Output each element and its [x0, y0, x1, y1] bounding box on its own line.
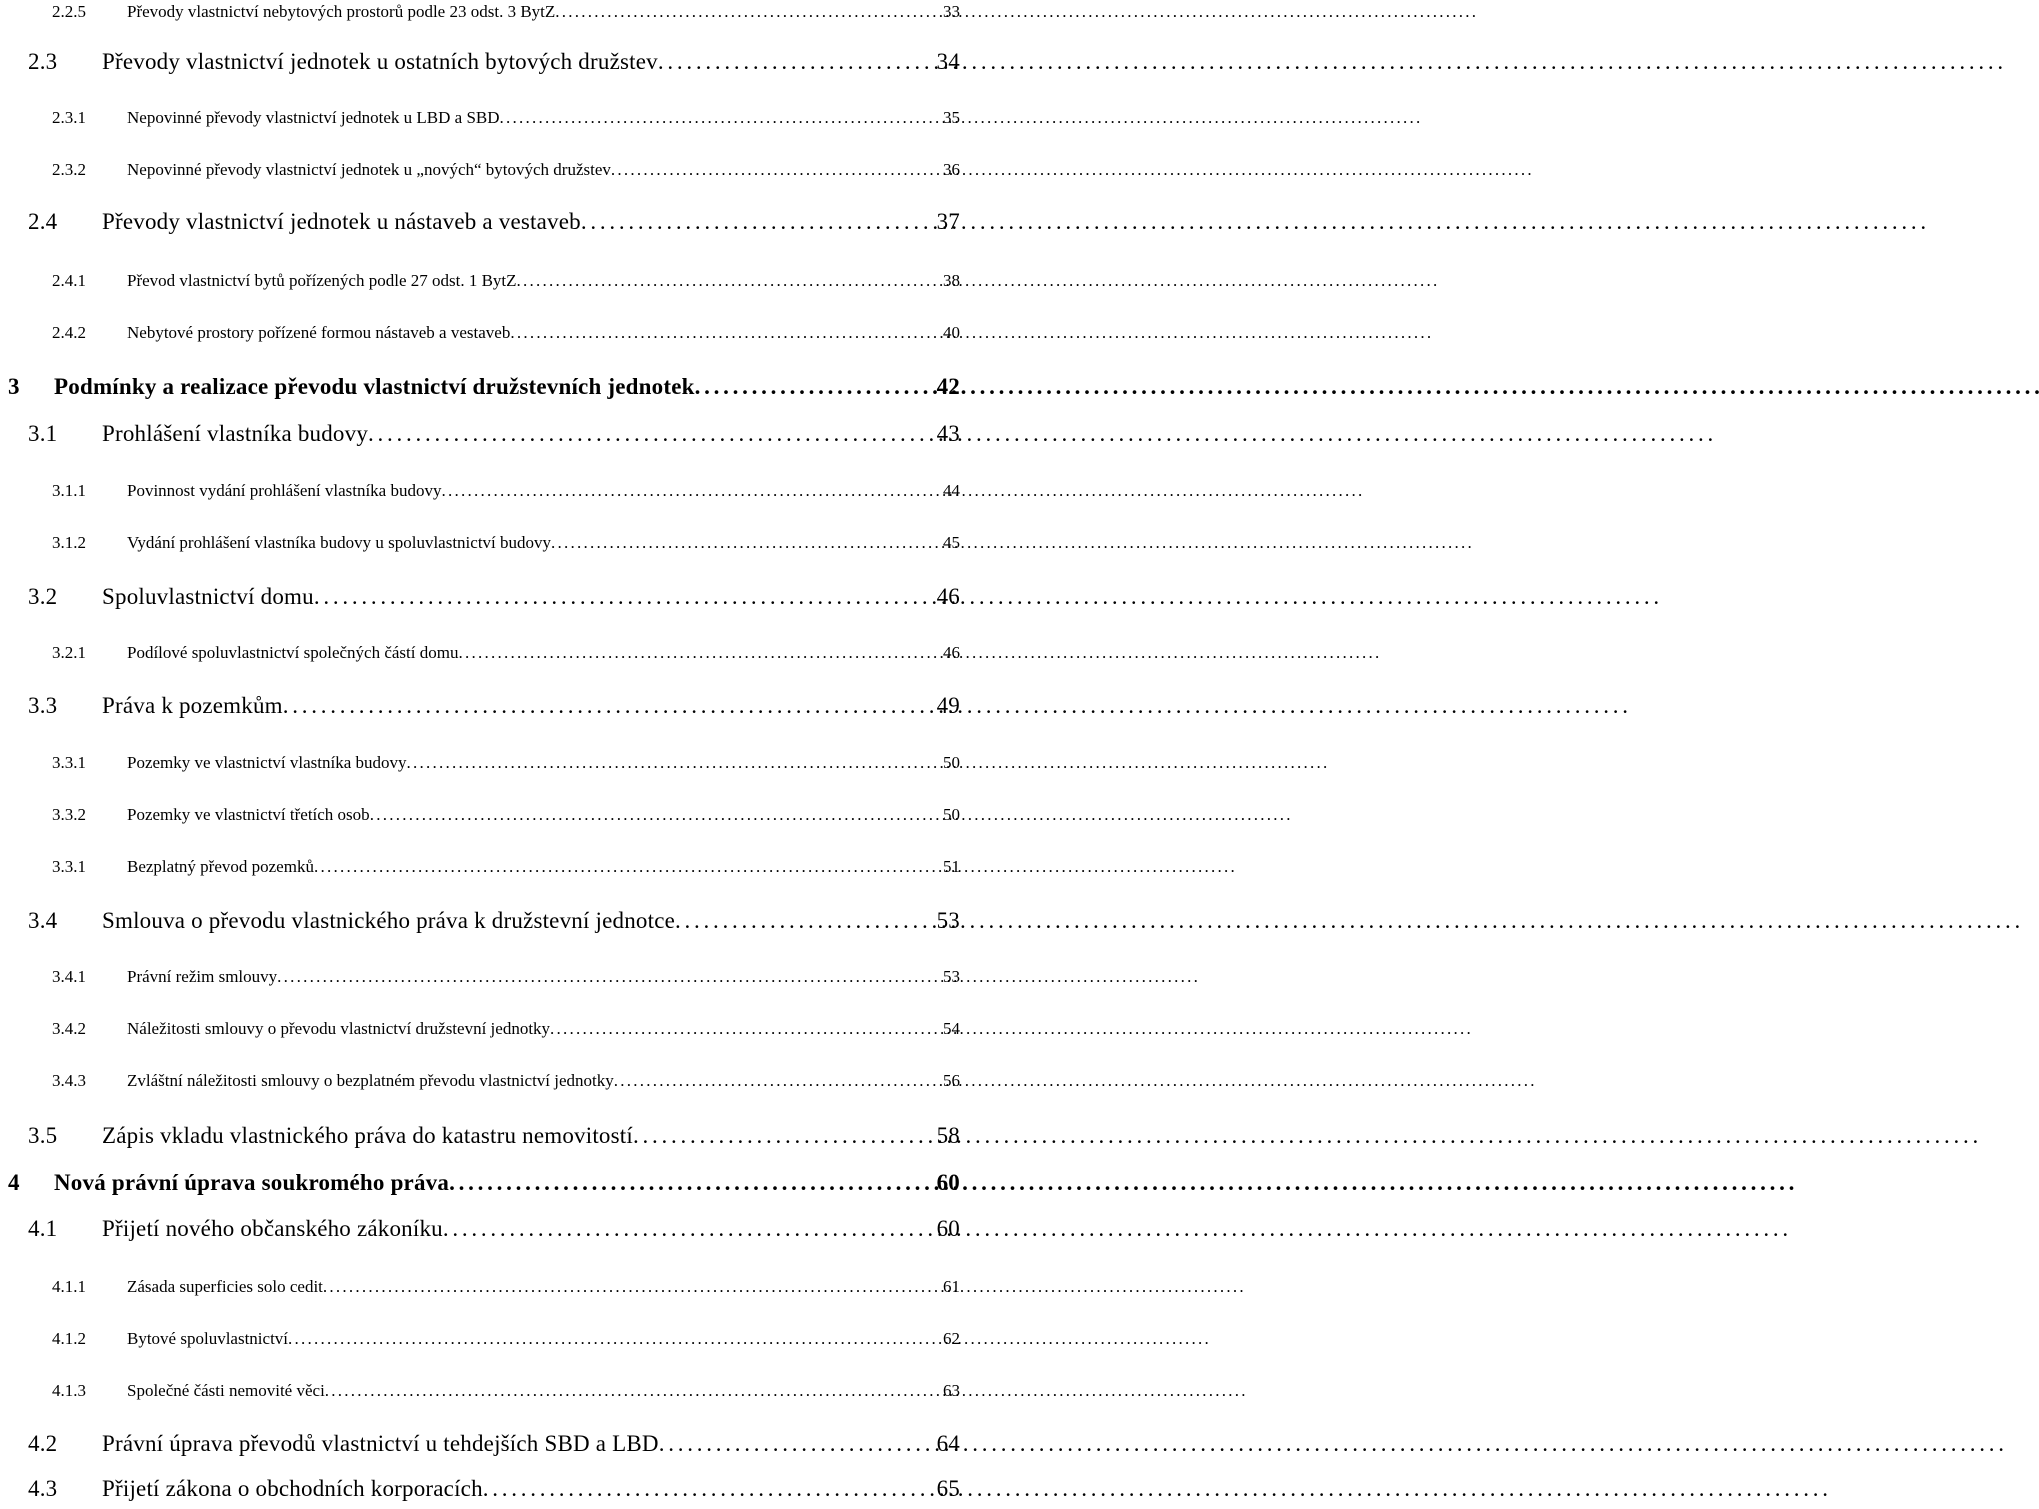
- toc-entry-page: 36: [943, 160, 960, 179]
- dot-leader: [407, 753, 941, 773]
- toc-entry-title: Převody vlastnictví jednotek u nástaveb a vestaveb: [102, 209, 581, 234]
- toc-entry-number: 3.2: [28, 584, 58, 609]
- toc-entry-number: 4.1.3: [52, 1381, 86, 1400]
- toc-entry-2-4-1[interactable]: [52, 271, 960, 291]
- toc-entry-title: Přijetí zákona o obchodních korporacích: [102, 1476, 483, 1501]
- toc-entry-number: 3.4.2: [52, 1019, 86, 1038]
- toc-entry-number: 3.4.3: [52, 1071, 86, 1090]
- toc-entry-page: 56: [943, 1071, 960, 1090]
- toc-entry-number: 2.4.1: [52, 271, 86, 290]
- dot-leader: [458, 643, 941, 663]
- dot-leader: [441, 481, 941, 501]
- dot-leader: [325, 1381, 941, 1401]
- toc-entry-page: 45: [943, 533, 960, 552]
- toc-entry-number: 3.3.1: [52, 753, 86, 772]
- toc-entry-3-4[interactable]: [28, 908, 960, 934]
- toc-entry-page: 33: [943, 2, 960, 21]
- dot-leader: [581, 209, 935, 235]
- dot-leader: [449, 1170, 935, 1196]
- dot-leader: [370, 805, 941, 825]
- toc-entry-number: 3.2.1: [52, 643, 86, 662]
- toc-entry-2-3[interactable]: [28, 49, 960, 75]
- dot-leader: [500, 108, 941, 128]
- dot-leader: [288, 1329, 941, 1349]
- toc-entry-number: 3.4: [28, 908, 58, 933]
- toc-entry-number: 2.3: [28, 49, 58, 74]
- dot-leader: [323, 1277, 941, 1297]
- toc-entry-number: 3.5: [28, 1123, 58, 1148]
- toc-entry-number: 4.1: [28, 1216, 58, 1241]
- toc-entry-page: 37: [936, 209, 960, 234]
- toc-entry-3-4-3[interactable]: [52, 1071, 960, 1091]
- toc-entry-page: 40: [943, 323, 960, 342]
- toc-entry-page: 46: [936, 584, 960, 609]
- toc-entry-title: Bytové spoluvlastnictví: [127, 1329, 289, 1348]
- toc-entry-page: 38: [943, 271, 960, 290]
- toc-entry-page: 64: [936, 1431, 960, 1456]
- toc-entry-number: 3.3.2: [52, 805, 86, 824]
- dot-leader: [483, 1476, 935, 1502]
- dot-leader: [675, 908, 935, 934]
- toc-entry-title: Náležitosti smlouvy o převodu vlastnictví družstevní jednotky: [127, 1019, 551, 1038]
- toc-entry-page: 51: [943, 857, 960, 876]
- toc-entry-title: Převody vlastnictví jednotek u ostatních bytových družstev: [102, 49, 658, 74]
- toc-entry-title: Převody vlastnictví nebytových prostorů podle 23 odst. 3 BytZ: [127, 2, 556, 21]
- toc-entry-title: Práva k pozemkům: [102, 693, 283, 718]
- toc-entry-title: Společné části nemovité věci: [127, 1381, 325, 1400]
- toc-entry-4[interactable]: [8, 1170, 960, 1196]
- dot-leader: [659, 1431, 935, 1457]
- toc-entry-3-3-1b[interactable]: [52, 857, 960, 877]
- toc-entry-title: Právní režim smlouvy: [127, 967, 278, 986]
- toc-entry-number: 2.2.5: [52, 2, 86, 21]
- dot-leader: [633, 1123, 935, 1149]
- toc-entry-3-3-2[interactable]: [52, 805, 960, 825]
- dot-leader: [550, 1019, 941, 1039]
- toc-entry-page: 63: [943, 1381, 960, 1400]
- toc-entry-number: 3.4.1: [52, 967, 86, 986]
- toc-entry-page: 53: [936, 908, 960, 933]
- dot-leader: [695, 374, 935, 400]
- toc-entry-number: 3.1.2: [52, 533, 86, 552]
- toc-entry-title: Přijetí nového občanského zákoníku: [102, 1216, 443, 1241]
- toc-entry-3-1-1[interactable]: [52, 481, 960, 501]
- toc-entry-3-3[interactable]: [28, 693, 960, 719]
- toc-entry-title: Podílové spoluvlastnictví společných částí domu: [127, 643, 459, 662]
- toc-entry-page: 43: [936, 421, 960, 446]
- toc-entry-number: 2.3.2: [52, 160, 86, 179]
- toc-entry-title: Zásada superficies solo cedit: [127, 1277, 323, 1296]
- dot-leader: [611, 160, 941, 180]
- toc-entry-4-2[interactable]: [28, 1431, 960, 1457]
- toc-entry-number: 2.4: [28, 209, 58, 234]
- toc-entry-title: Nepovinné převody vlastnictví jednotek u LBD a SBD: [127, 108, 500, 127]
- toc-entry-title: Převod vlastnictví bytů pořízených podle 27 odst. 1 BytZ: [127, 271, 517, 290]
- toc-entry-number: 3.1: [28, 421, 58, 446]
- toc-entry-page: 60: [936, 1216, 960, 1241]
- toc-entry-title: Prohlášení vlastníka budovy: [102, 421, 369, 446]
- toc-entry-3-1[interactable]: [28, 421, 960, 447]
- toc-entry-title: Podmínky a realizace převodu vlastnictví družstevních jednotek: [54, 374, 695, 399]
- toc-entry-page: 65: [936, 1476, 960, 1501]
- dot-leader: [658, 49, 935, 75]
- toc-entry-page: 54: [943, 1019, 960, 1038]
- toc-entry-page: 49: [936, 693, 960, 718]
- toc-entry-number: 4.1.1: [52, 1277, 86, 1296]
- toc-entry-page: 58: [936, 1123, 960, 1148]
- toc-entry-title: Nebytové prostory pořízené formou nástaveb a vestaveb: [127, 323, 511, 342]
- toc-entry-3-3-1[interactable]: [52, 753, 960, 773]
- toc-entry-3[interactable]: [8, 374, 960, 400]
- toc-entry-page: 53: [943, 967, 960, 986]
- toc-entry-number: 3: [8, 374, 20, 399]
- toc-entry-number: 3.3: [28, 693, 58, 718]
- toc-entry-page: 61: [943, 1277, 960, 1296]
- dot-leader: [314, 857, 941, 877]
- toc-entry-4-3[interactable]: [28, 1476, 960, 1502]
- toc-entry-page: 50: [943, 805, 960, 824]
- dot-leader: [551, 533, 941, 553]
- toc-entry-number: 4.3: [28, 1476, 58, 1501]
- toc-entry-title: Právní úprava převodů vlastnictví u tehdejších SBD a LBD: [102, 1431, 659, 1456]
- toc-entry-page: 60: [936, 1170, 960, 1195]
- toc-entry-4-1[interactable]: [28, 1216, 960, 1242]
- toc-entry-number: 3.1.1: [52, 481, 86, 500]
- toc-entry-3-5[interactable]: [28, 1123, 960, 1149]
- toc-entry-3-1-2[interactable]: [52, 533, 960, 553]
- toc-entry-title: Vydání prohlášení vlastníka budovy u spoluvlastnictví budovy: [127, 533, 552, 552]
- dot-leader: [555, 2, 941, 22]
- toc-entry-page: 42: [936, 374, 960, 399]
- toc-entry-4-1-3[interactable]: [52, 1381, 960, 1401]
- dot-leader: [277, 967, 941, 987]
- dot-leader: [614, 1071, 941, 1091]
- toc-entry-4-1-2[interactable]: [52, 1329, 960, 1349]
- toc-entry-page: 44: [943, 481, 960, 500]
- toc-entry-page: 46: [943, 643, 960, 662]
- toc-entry-title: Pozemky ve vlastnictví třetích osob: [127, 805, 370, 824]
- toc-entry-page: 50: [943, 753, 960, 772]
- toc-entry-page: 62: [943, 1329, 960, 1348]
- dot-leader: [443, 1216, 935, 1242]
- dot-leader: [283, 693, 935, 719]
- toc-entry-title: Spoluvlastnictví domu: [102, 584, 314, 609]
- toc-entry-page: 35: [943, 108, 960, 127]
- toc-entry-title: Povinnost vydání prohlášení vlastníka budovy: [127, 481, 442, 500]
- toc-entry-3-2[interactable]: [28, 584, 960, 610]
- toc-entry-3-4-1[interactable]: [52, 967, 960, 987]
- toc-entry-2-4-2[interactable]: [52, 323, 960, 343]
- toc-entry-4-1-1[interactable]: [52, 1277, 960, 1297]
- toc-entry-2-3-1[interactable]: [52, 108, 960, 128]
- toc-entry-title: Bezplatný převod pozemků: [127, 857, 314, 876]
- toc-entry-number: 3.3.1: [52, 857, 86, 876]
- toc-entry-title: Nová právní úprava soukromého práva: [54, 1170, 450, 1195]
- toc-entry-title: Smlouva o převodu vlastnického práva k družstevní jednotce: [102, 908, 676, 933]
- toc-entry-number: 4.1.2: [52, 1329, 86, 1348]
- dot-leader: [368, 421, 935, 447]
- toc-entry-number: 2.3.1: [52, 108, 86, 127]
- toc-entry-title: Nepovinné převody vlastnictví jednotek u „nových“ bytových družstev: [127, 160, 611, 179]
- dot-leader: [314, 584, 935, 610]
- toc-entry-number: 4.2: [28, 1431, 58, 1456]
- toc-entry-2-3-2[interactable]: [52, 160, 960, 180]
- toc-entry-2-2-5[interactable]: [52, 2, 960, 22]
- toc-entry-number: 4: [8, 1170, 20, 1195]
- toc-entry-number: 2.4.2: [52, 323, 86, 342]
- dot-leader: [517, 271, 941, 291]
- toc-entry-2-4[interactable]: [28, 209, 960, 235]
- toc-entry-3-4-2[interactable]: [52, 1019, 960, 1039]
- dot-leader: [510, 323, 941, 343]
- toc-entry-title: Pozemky ve vlastnictví vlastníka budovy: [127, 753, 407, 772]
- toc-entry-title: Zápis vkladu vlastnického práva do katastru nemovitostí: [102, 1123, 633, 1148]
- toc-entry-page: 34: [936, 49, 960, 74]
- toc-entry-3-2-1[interactable]: [52, 643, 960, 663]
- toc-entry-title: Zvláštní náležitosti smlouvy o bezplatném převodu vlastnictví jednotky: [127, 1071, 614, 1090]
